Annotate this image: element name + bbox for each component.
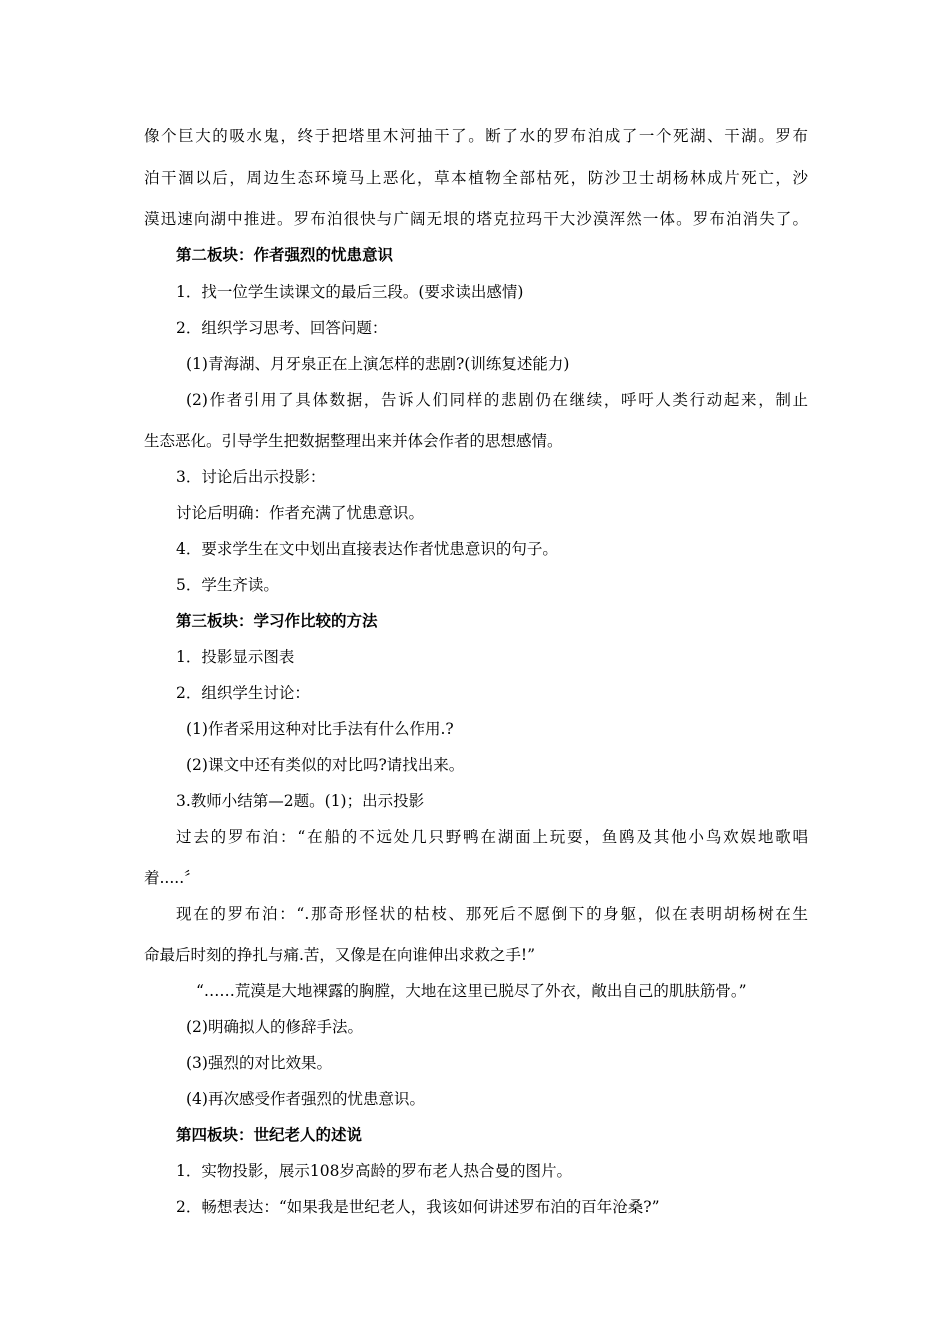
section-2-question-1: (1)青海湖、月牙泉正在上演怎样的悲剧?(训练复述能力)	[186, 355, 570, 373]
past-lop-nur-line-1: 过去的罗布泊：“在船的不远处几只野鸭在湖面上玩耍，鱼鸥及其他小鸟欢娱地歌唱	[176, 828, 808, 846]
section-2-heading: 第二板块：作者强烈的忧患意识	[176, 246, 394, 264]
section-3-question-2: (2)课文中还有类似的对比吗?请找出来。	[186, 756, 465, 774]
section-2-item-2: 2．组织学习思考、回答问题：	[176, 319, 388, 337]
section-3-item-2: 2．组织学生讨论：	[176, 684, 310, 702]
present-lop-nur-line-1: 现在的罗布泊：“.那奇形怪状的枯枝、那死后不愿倒下的身躯，似在表明胡杨树在生	[176, 905, 808, 923]
section-4-item-1: 1．实物投影，展示108岁高龄的罗布老人热合曼的图片。	[176, 1162, 572, 1180]
section-3-point-2: (2)明确拟人的修辞手法。	[186, 1018, 363, 1036]
section-2-clarification: 讨论后明确：作者充满了忧患意识。	[176, 504, 425, 522]
section-2-question-2-line-2: 生态恶化。引导学生把数据整理出来并体会作者的思想感情。	[144, 432, 563, 450]
intro-line-2: 泊干涸以后，周边生态环境马上恶化，草本植物全部枯死，防沙卫士胡杨林成片死亡，沙	[144, 169, 808, 187]
desert-quote: “……荒漠是大地裸露的胸膛，大地在这里已脱尽了外衣，敞出自己的肌肤筋骨。”	[196, 982, 747, 1000]
section-2-item-1: 1．找一位学生读课文的最后三段。(要求读出感情)	[176, 283, 524, 301]
section-3-question-1: (1)作者采用这种对比手法有什么作用.?	[186, 720, 454, 738]
intro-line-3: 漠迅速向湖中推进。罗布泊很快与广阔无垠的塔克拉玛干大沙漠浑然一体。罗布泊消失了。	[144, 210, 808, 228]
section-2-question-2-line-1: (2)作者引用了具体数据，告诉人们同样的悲剧仍在继续，呼吁人类行动起来，制止	[186, 391, 808, 409]
section-3-point-4: (4)再次感受作者强烈的忧患意识。	[186, 1090, 425, 1108]
intro-line-1: 像个巨大的吸水鬼，终于把塔里木河抽干了。断了水的罗布泊成了一个死湖、干湖。罗布	[144, 127, 808, 145]
section-4-item-2: 2．畅想表达：“如果我是世纪老人，我该如何讲述罗布泊的百年沧桑?”	[176, 1198, 660, 1216]
section-2-item-4: 4．要求学生在文中划出直接表达作者忧患意识的句子。	[176, 540, 558, 558]
present-lop-nur-line-2: 命最后时刻的挣扎与痛.苦，又像是在向谁伸出求救之手!”	[144, 946, 536, 964]
section-3-item-1: 1．投影显示图表	[176, 648, 295, 666]
section-3-item-3: 3.教师小结第—2题。(1)；出示投影	[176, 792, 425, 810]
section-2-item-5: 5．学生齐读。	[176, 576, 279, 594]
section-3-point-3: (3)强烈的对比效果。	[186, 1054, 332, 1072]
section-4-heading: 第四板块：世纪老人的述说	[176, 1126, 363, 1144]
past-lop-nur-line-2: 着.....〞	[144, 869, 200, 887]
section-3-heading: 第三板块：学习作比较的方法	[176, 612, 378, 630]
section-2-item-3: 3．讨论后出示投影：	[176, 468, 326, 486]
